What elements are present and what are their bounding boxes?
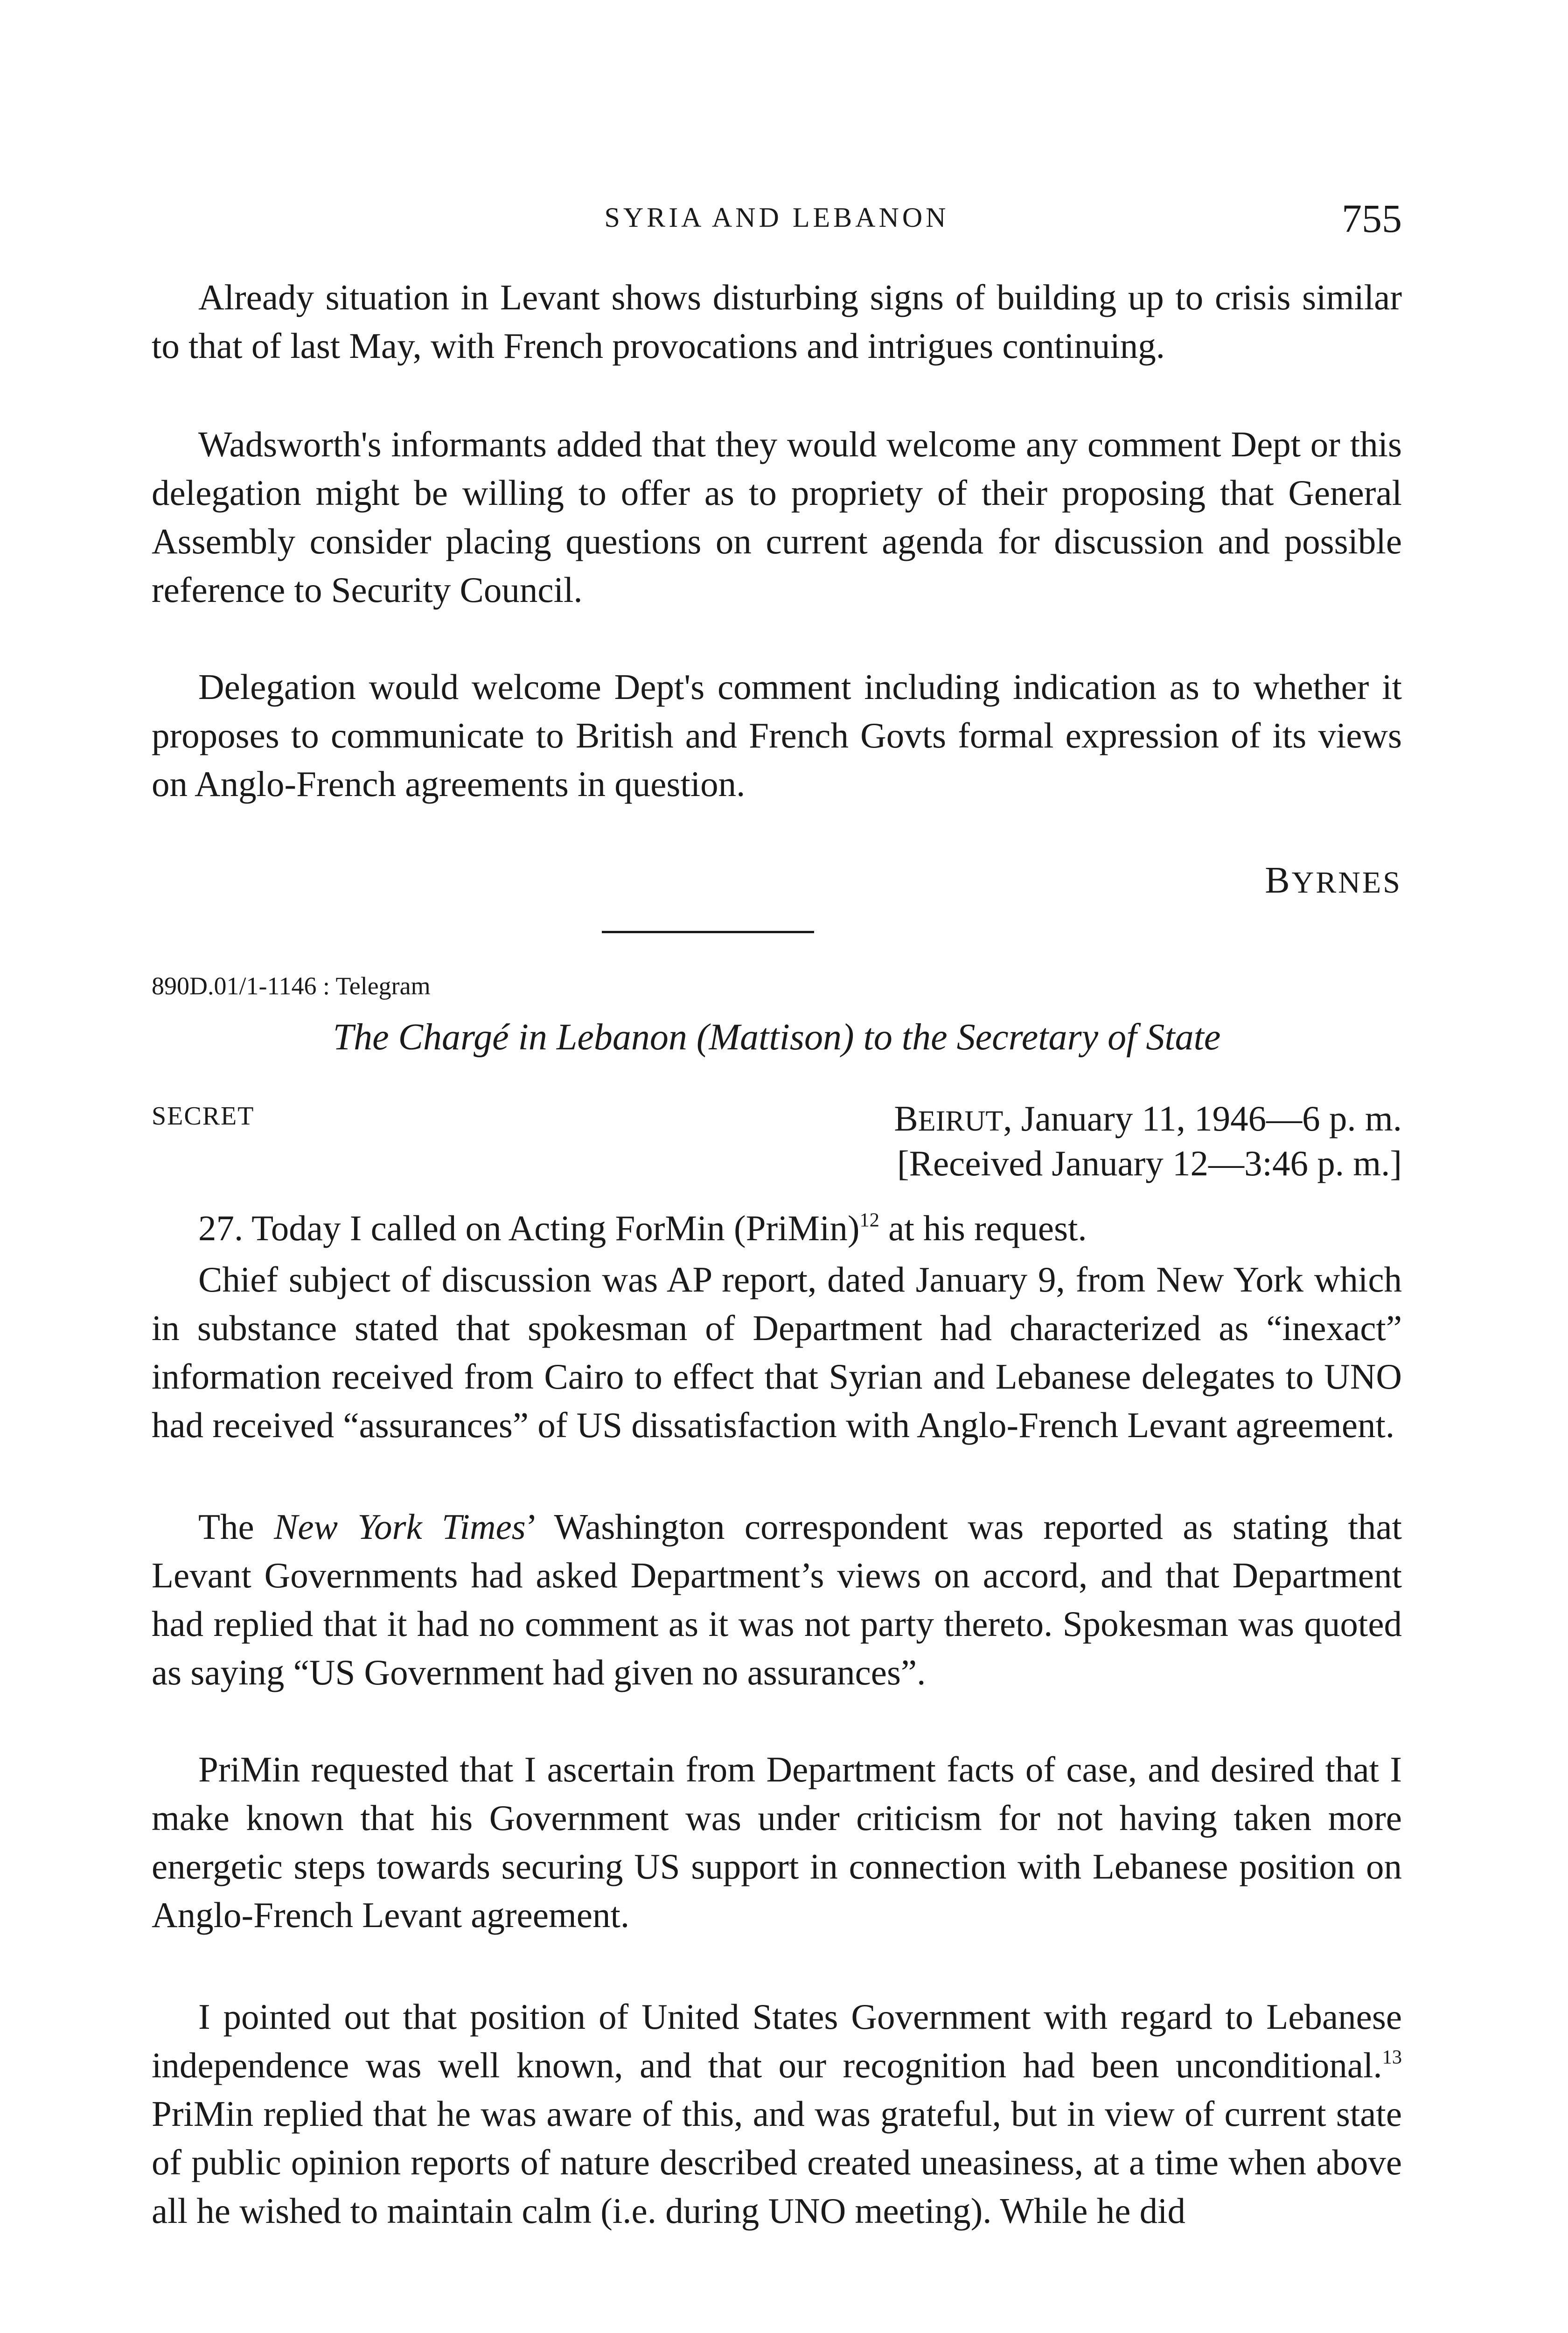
- preceding-paragraph-3: Delegation would welcome Dept's comment including indication as to whether it proposes to communicate to British and French Govts formal expression of its views on Anglo-French agreements in question.: [152, 667, 1402, 804]
- footnote-ref-12: 12: [859, 1209, 879, 1231]
- preceding-paragraph-1: Already situation in Levant shows disturbing signs of building up to crisis similar to that of last May, with French provocations and intrigues continuing.: [152, 277, 1402, 366]
- received-line: [Received January 12—3:46 p. m.]: [897, 1143, 1402, 1183]
- preceding-paragraph-2: Wadsworth's informants added that they would welcome any comment Dept or this delegation might be willing to offer as to propriety of their proposing that General Assembly consider placing questions on current agenda for discussion and possible reference to Security Council.: [152, 424, 1402, 610]
- section-divider: [602, 931, 814, 933]
- telegram-paragraph-5: I pointed out that position of United States Government with regard to Lebanese independence was well known, and that our recognition had been unconditional.$^{13}$ PriMin replied that he was aware of this, and was grateful, but in view of current state of public opinion reports of nature described created uneasiness, at a time when above all he wished to maintain calm (i.e. during UNO meeting). While he did: [152, 1997, 1402, 2231]
- telegram-paragraph-4: PriMin requested that I ascertain from Department facts of case, and desired that I make known that his Government was under criticism for not having taken more energetic steps towards securing US support in connection with Lebanese position on Anglo-French Levant agreement.: [152, 1749, 1402, 1935]
- telegram-title: The Chargé in Lebanon (Mattison) to the Secretary of State: [333, 1017, 1221, 1058]
- telegram-paragraph-2: Chief subject of discussion was AP report, dated January 9, from New York which in substance stated that spokesman of Department had characterized as “inexact” information received from Cairo to effect that Syrian and Lebanese delegates to UNO had received “assurances” of US dissatisfaction with Anglo-French Levant agreement.: [152, 1259, 1402, 1445]
- footnote-ref-13: 13: [1382, 2046, 1402, 2068]
- dateline: BEIRUT, January 11, 1946—6 p. m.: [894, 1098, 1402, 1139]
- telegram-paragraph-3: The New York Times’ Washington correspondent was reported as stating that Levant Governments had asked Department’s views on accord, and that Department had replied that it had no comment as it was not party thereto. Spokesman was quoted as saying “US Government had given no assurances”.: [152, 1507, 1402, 1692]
- classification-label: SECRET: [152, 1102, 255, 1131]
- telegram-paragraph-1: 27. Today I called on Acting ForMin (PriMin)$^{12}$ at his request.: [198, 1208, 1087, 1248]
- document-file-reference: 890D.01/1-1146 : Telegram: [152, 972, 431, 1000]
- running-title: SYRIA AND LEBANON: [604, 202, 949, 233]
- page-number: 755: [1342, 196, 1402, 241]
- running-head: [152, 195, 1402, 246]
- signature-byrnes: BYRNES: [1265, 860, 1402, 901]
